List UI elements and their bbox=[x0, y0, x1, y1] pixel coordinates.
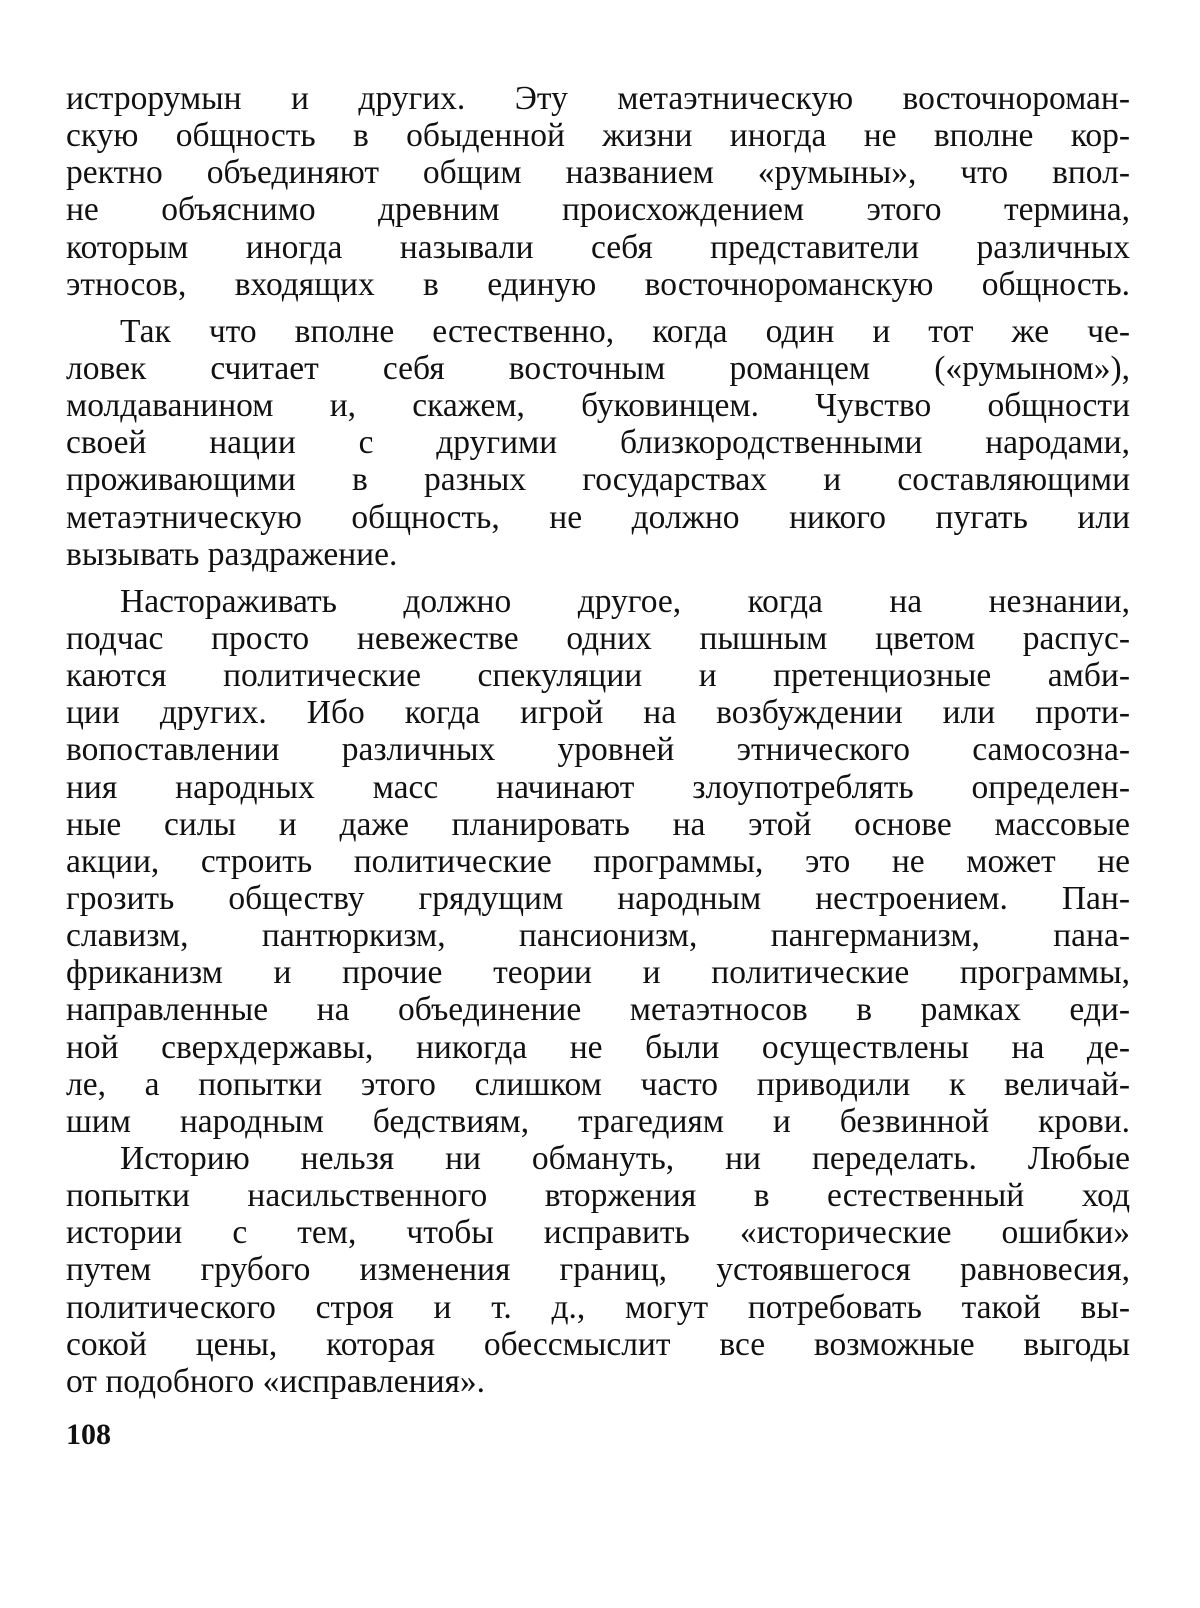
text-line: акции, строить политические программы, это не может не bbox=[66, 842, 1130, 880]
text-line: ции других. Ибо когда игрой на возбуждении или проти- bbox=[66, 694, 1130, 732]
text-line: от подобного «исправления». bbox=[66, 1362, 486, 1400]
text-line: ловек считает себя восточным романцем («румыном»), bbox=[66, 349, 1130, 387]
text-line: Так что вполне естественно, когда один и тот же че- bbox=[120, 312, 1130, 350]
text-line: молдаванином и, скажем, буковинцем. Чувство общности bbox=[66, 387, 1130, 425]
text-line: ния народных масс начинают злоупотреблять определен- bbox=[66, 768, 1130, 806]
text-line: шим народным бедствиям, трагедиям и безвинной крови. bbox=[66, 1102, 1130, 1140]
text-line: Настораживать должно другое, когда на незнании, bbox=[120, 582, 1130, 620]
text-line: путем грубого изменения границ, устоявшегося равновесия, bbox=[66, 1251, 1130, 1289]
text-line: каются политические спекуляции и претенциозные амби- bbox=[66, 657, 1130, 695]
paragraph-2 bbox=[66, 313, 1130, 573]
page-number: 108 bbox=[66, 1418, 111, 1451]
text-line: фриканизм и прочие теории и политические программы, bbox=[66, 954, 1130, 992]
text-line: попытки насильственного вторжения в естественный ход bbox=[66, 1177, 1130, 1215]
paragraph-1 bbox=[66, 80, 1130, 303]
text-line: вызывать раздражение. bbox=[66, 535, 398, 573]
text-line: грозить обществу грядущим народным нестроением. Пан- bbox=[66, 879, 1130, 917]
text-line: политического строя и т. д., могут потребовать такой вы- bbox=[66, 1288, 1130, 1326]
text-line: этносов, входящих в единую восточнороманскую общность. bbox=[66, 265, 1130, 303]
paragraph-3 bbox=[66, 583, 1130, 1140]
text-line: истории с тем, чтобы исправить «исторические ошибки» bbox=[66, 1214, 1130, 1252]
text-line: истрорумын и других. Эту метаэтническую восточнороман- bbox=[66, 80, 1130, 117]
text-line: подчас просто невежестве одних пышным цветом распус- bbox=[66, 619, 1130, 657]
text-line: не объяснимо древним происхождением этого термина, bbox=[66, 191, 1130, 229]
text-line: ле, а попытки этого слишком часто приводили к величай- bbox=[66, 1065, 1130, 1103]
text-line: ной сверхдержавы, никогда не были осуществлены на де- bbox=[66, 1028, 1130, 1066]
text-line: ректно объединяют общим названием «румыны», что впол- bbox=[66, 154, 1130, 192]
text-line: вопоставлении различных уровней этнического самосозна- bbox=[66, 731, 1130, 769]
text-line: славизм, пантюркизм, пансионизм, пангерманизм, пана- bbox=[66, 917, 1130, 955]
text-line: которым иногда называли себя представители различных bbox=[66, 228, 1130, 266]
paragraph-4 bbox=[66, 1140, 1130, 1400]
text-line: проживающими в разных государствах и составляющими bbox=[66, 461, 1130, 499]
paragraph-gap bbox=[66, 303, 1130, 313]
text-line: метаэтническую общность, не должно никого пугать или bbox=[66, 498, 1130, 536]
paragraph-gap bbox=[66, 573, 1130, 583]
text-line: Историю нельзя ни обмануть, ни переделать. Любые bbox=[120, 1139, 1130, 1177]
text-line: ные силы и даже планировать на этой основе массовые bbox=[66, 805, 1130, 843]
text-line: направленные на объединение метаэтносов в рамках еди- bbox=[66, 991, 1130, 1029]
text-line: сокой цены, которая обессмыслит все возможные выгоды bbox=[66, 1325, 1130, 1363]
body-text bbox=[66, 80, 1130, 1400]
text-line: своей нации с другими близкородственными народами, bbox=[66, 424, 1130, 462]
text-line: скую общность в обыденной жизни иногда не вполне кор- bbox=[66, 117, 1130, 155]
